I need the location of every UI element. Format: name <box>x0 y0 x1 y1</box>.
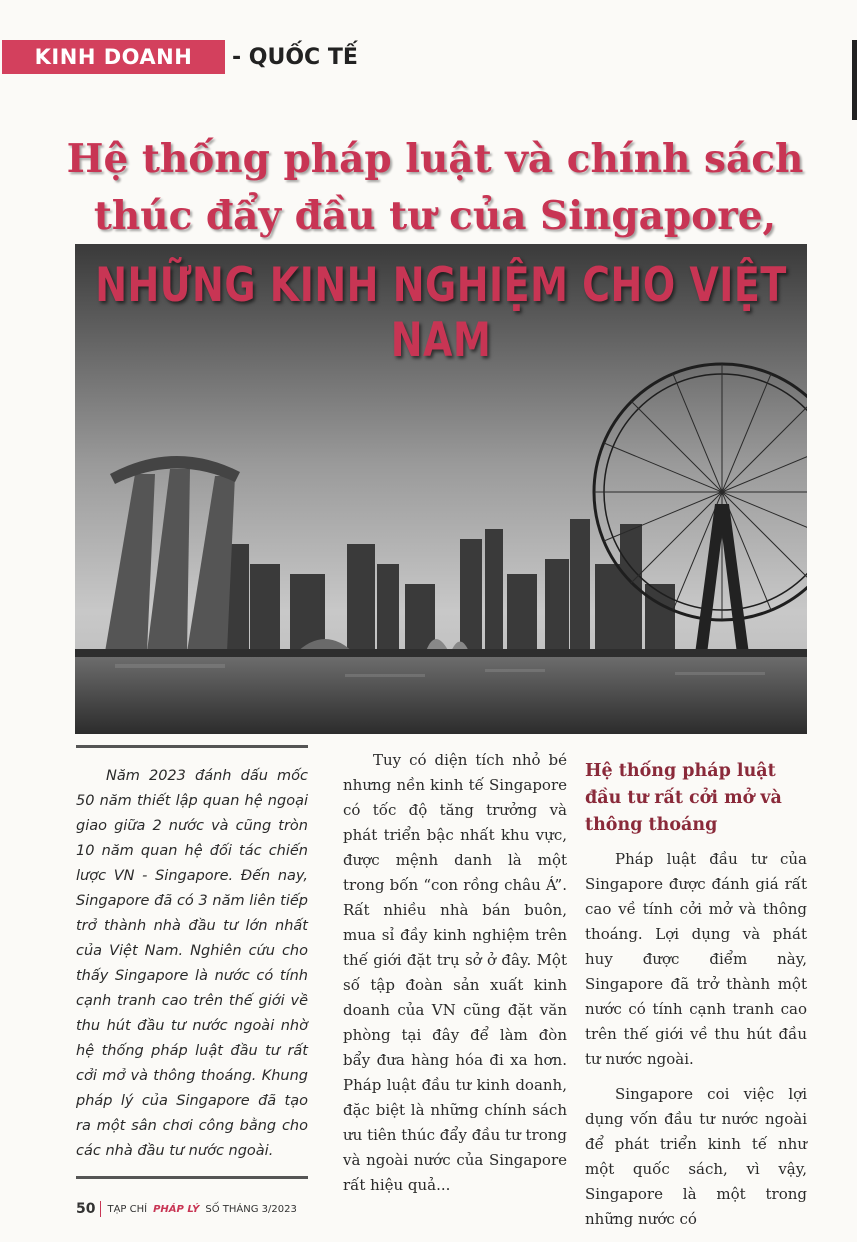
magazine-brand: PHÁP LÝ <box>153 1203 200 1215</box>
body-column-2 <box>343 748 567 1198</box>
section-tag: KINH DOANH <box>2 40 225 74</box>
page-edge-bar <box>852 40 857 120</box>
section-heading: Hệ thống pháp luật đầu tư rất cởi mở và thông thoáng <box>585 761 782 835</box>
sapo-paragraph: Năm 2023 đánh dấu mốc 50 năm thiết lập quan hệ ngoại giao giữa 2 nước và cũng tròn 10 năm quan hệ đối tác chiến lược VN - Singapore. Đến nay, Singapore đã có 3 năm liên tiếp trở thành nhà đầu tư lớn nhất của Việt Nam. Nghiên cứu cho thấy Singapore là nước có tính cạnh tranh cao trên thế giới về thu hút đầu tư nước ngoài nhờ hệ thống pháp luật đầu tư rất cởi mở và thông thoáng. Khung pháp lý của Singapore đã tạo ra một sân chơi công bằng cho các nhà đầu tư nước ngoài. <box>76 768 308 1159</box>
page-footer <box>76 1198 297 1220</box>
body-column-3 <box>585 758 807 1242</box>
body-paragraph: Pháp luật đầu tư của Singapore được đánh giá rất cao về tính cởi mở và thông thoáng. Lợi dụng và phát huy được điểm này, Singapore đã trở thành một nước có tính cạnh tranh cao trên thế giới về thu hút đầu tư nước ngoài. <box>585 850 807 1068</box>
article-title-line-1: Hệ thống pháp luật và chính sách <box>66 136 804 182</box>
issue-label: SỐ THÁNG 3/2023 <box>205 1203 297 1215</box>
magazine-prefix: TẠP CHÍ <box>107 1203 148 1215</box>
article-title-line-2: thúc đẩy đầu tư của Singapore, <box>93 193 777 239</box>
body-paragraph: Singapore coi việc lợi dụng vốn đầu tư nước ngoài để phát triển kinh tế như một quốc sách, vì vậy, Singapore là một trong những nước có <box>585 1085 807 1228</box>
article-title-highlight: NHỮNG KINH NGHIỆM CHO VIỆT NAM <box>95 257 787 367</box>
section-subtitle: - QUỐC TẾ <box>232 44 358 70</box>
body-paragraph: Tuy có diện tích nhỏ bé nhưng nền kinh tế Singapore có tốc độ tăng trưởng và phát triển bậc nhất khu vực, được mệnh danh là một trong bốn “con rồng châu Á”. Rất nhiều nhà bán buôn, mua sỉ đầy kinh nghiệm trên thế giới đặt trụ sở ở đây. Một số tập đoàn sản xuất kinh doanh của VN cũng đặt văn phòng tại đây để làm đòn bẩy đưa hàng hóa đi xa hơn. Pháp luật đầu tư kinh doanh, đặc biệt là những chính sách ưu tiên thúc đẩy đầu tư trong và ngoài nước của Singapore rất hiệu quả... <box>343 751 567 1194</box>
sapo-box <box>76 745 308 1179</box>
page-number: 50 <box>76 1201 101 1217</box>
